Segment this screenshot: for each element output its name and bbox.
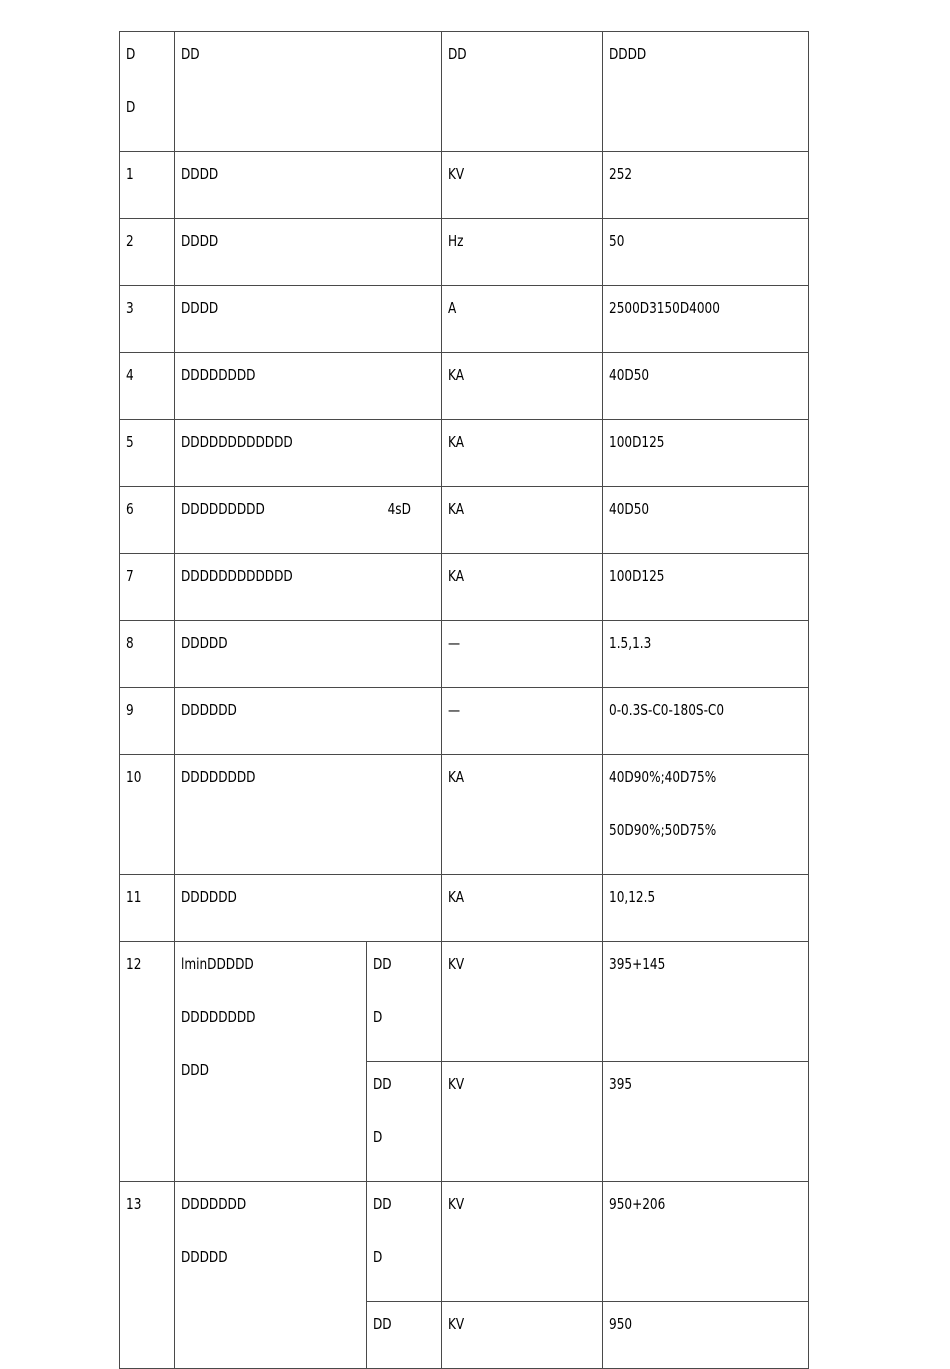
row-unit-cell xyxy=(442,875,603,942)
row-value: 1.5,1.3 xyxy=(609,634,652,652)
row-param-cell xyxy=(175,554,442,621)
row-number: 8 xyxy=(126,634,134,652)
header-unit-cell xyxy=(442,32,603,152)
row-sub-line2: D xyxy=(373,1128,383,1146)
row-param: DDDDDDDD xyxy=(181,768,256,786)
row-param: DDDDDDDDDDDD xyxy=(181,433,293,451)
row-param-cell xyxy=(175,286,442,353)
row-unit: — xyxy=(448,634,461,652)
header-param: DD xyxy=(181,45,200,63)
row-number: 9 xyxy=(126,701,134,719)
row-value-line1: 40D90%;40D75% xyxy=(609,768,717,786)
row-number-cell xyxy=(120,554,175,621)
table-row xyxy=(120,875,809,942)
row-value: 950 xyxy=(609,1315,633,1333)
row-value: 50 xyxy=(609,232,625,250)
row-param: DDDDDDDD xyxy=(181,366,256,384)
row-number-cell xyxy=(120,755,175,875)
header-value: DDDD xyxy=(609,45,647,63)
row-unit: KV xyxy=(448,1315,465,1333)
table-row xyxy=(120,487,809,554)
row-value-cell xyxy=(603,1182,809,1302)
table-row xyxy=(120,755,809,875)
row-unit-cell xyxy=(442,621,603,688)
row-sub-line1: DD xyxy=(373,1195,392,1213)
row-unit-cell xyxy=(442,420,603,487)
row-number-cell xyxy=(120,152,175,219)
table-row xyxy=(120,152,809,219)
row-value-cell xyxy=(603,152,809,219)
row-number-cell xyxy=(120,286,175,353)
row-unit-cell xyxy=(442,554,603,621)
row-value-cell xyxy=(603,688,809,755)
table-row xyxy=(120,353,809,420)
row-sub-cell xyxy=(367,1302,442,1369)
row-param-line2: DDDDDDDD xyxy=(181,1008,256,1026)
row-sub-line1: DD xyxy=(373,1075,392,1093)
row-value-cell xyxy=(603,621,809,688)
row-value-cell xyxy=(603,942,809,1062)
row-value-cell xyxy=(603,286,809,353)
row-number: 4 xyxy=(126,366,134,384)
row-param: DDDDDDDDD xyxy=(181,500,265,518)
header-seq-line1: D xyxy=(126,45,136,63)
row-param-cell xyxy=(175,875,442,942)
table-row xyxy=(120,554,809,621)
row-param: DDDD xyxy=(181,165,219,183)
table-row xyxy=(120,420,809,487)
table-row xyxy=(120,1182,809,1302)
row-number-cell xyxy=(120,942,175,1182)
row-unit-cell xyxy=(442,152,603,219)
table-row xyxy=(120,286,809,353)
row-number: 2 xyxy=(126,232,134,250)
row-value-cell xyxy=(603,219,809,286)
parameter-table xyxy=(119,31,809,1369)
row-sub-line1: DD xyxy=(373,955,392,973)
row-param-cell xyxy=(175,688,442,755)
row-unit: A xyxy=(448,299,457,317)
table-row xyxy=(120,621,809,688)
row-unit: KV xyxy=(448,1195,465,1213)
row-number: 5 xyxy=(126,433,134,451)
row-param: DDDDDDDDDDDD xyxy=(181,567,293,585)
row-number: 7 xyxy=(126,567,134,585)
table-header-row xyxy=(120,32,809,152)
row-number: 13 xyxy=(126,1195,142,1213)
row-number: 6 xyxy=(126,500,134,518)
row-number-cell xyxy=(120,688,175,755)
row-sub-cell xyxy=(367,1182,442,1302)
row-param-cell xyxy=(175,755,442,875)
row-number: 1 xyxy=(126,165,134,183)
row-value-cell xyxy=(603,875,809,942)
row-number-cell xyxy=(120,621,175,688)
table-row xyxy=(120,219,809,286)
header-seq-line2: D xyxy=(126,98,136,116)
table-row xyxy=(120,688,809,755)
row-number-cell xyxy=(120,353,175,420)
row-sub-cell xyxy=(367,942,442,1062)
row-number: 10 xyxy=(126,768,142,786)
row-unit-cell xyxy=(442,755,603,875)
row-number: 3 xyxy=(126,299,134,317)
row-value-cell xyxy=(603,487,809,554)
row-unit: KV xyxy=(448,165,465,183)
row-sub-cell xyxy=(367,1062,442,1182)
row-unit-cell xyxy=(442,688,603,755)
row-number-cell xyxy=(120,219,175,286)
row-unit-cell xyxy=(442,1182,603,1302)
row-value: 100D125 xyxy=(609,433,665,451)
row-value: 40D50 xyxy=(609,500,650,518)
row-param-cell xyxy=(175,420,442,487)
row-unit-cell xyxy=(442,487,603,554)
row-sub-line2: D xyxy=(373,1248,383,1266)
row-param: DDDD xyxy=(181,232,219,250)
row-param-line1: DDDDDDD xyxy=(181,1195,247,1213)
header-unit: DD xyxy=(448,45,467,63)
row-param-cell xyxy=(175,219,442,286)
row-param-line1: lminDDDDD xyxy=(181,955,254,973)
row-number: 11 xyxy=(126,888,142,906)
row-unit-cell xyxy=(442,286,603,353)
row-value-cell xyxy=(603,755,809,875)
row-unit-cell xyxy=(442,353,603,420)
row-param: DDDD xyxy=(181,299,219,317)
row-unit-cell xyxy=(442,219,603,286)
row-number-cell xyxy=(120,487,175,554)
row-value: 395+145 xyxy=(609,955,666,973)
row-value: 40D50 xyxy=(609,366,650,384)
row-unit: KA xyxy=(448,888,464,906)
row-value: 10,12.5 xyxy=(609,888,656,906)
table-row xyxy=(120,942,809,1062)
row-param-line3: DDD xyxy=(181,1061,209,1079)
row-param-line2: DDDDD xyxy=(181,1248,228,1266)
row-unit-cell xyxy=(442,942,603,1062)
row-unit: KA xyxy=(448,567,464,585)
row-value: 252 xyxy=(609,165,633,183)
header-value-cell xyxy=(603,32,809,152)
row-value: 0-0.3S-C0-180S-C0 xyxy=(609,701,725,719)
row-unit-cell xyxy=(442,1062,603,1182)
row-unit: Hz xyxy=(448,232,464,250)
row-unit: KA xyxy=(448,768,464,786)
row-value-cell xyxy=(603,1062,809,1182)
row-param-cell xyxy=(175,487,442,554)
row-unit-cell xyxy=(442,1302,603,1369)
row-value: 100D125 xyxy=(609,567,665,585)
row-unit: KA xyxy=(448,500,464,518)
row-sub: DD xyxy=(373,1315,392,1333)
row-sub-line2: D xyxy=(373,1008,383,1026)
row-value-cell xyxy=(603,554,809,621)
row-param: DDDDDD xyxy=(181,701,237,719)
row-unit: KA xyxy=(448,433,464,451)
row-unit: KA xyxy=(448,366,464,384)
row-param-cell xyxy=(175,353,442,420)
row-param-cell xyxy=(175,152,442,219)
row-value: 395 xyxy=(609,1075,633,1093)
row-unit: KV xyxy=(448,1075,465,1093)
row-value: 950+206 xyxy=(609,1195,666,1213)
row-param-cell xyxy=(175,1182,367,1369)
row-number-cell xyxy=(120,875,175,942)
row-param: DDDDDD xyxy=(181,888,237,906)
row-unit: KV xyxy=(448,955,465,973)
row-value-line2: 50D90%;50D75% xyxy=(609,821,717,839)
row-param-cell xyxy=(175,942,367,1182)
row-number-cell xyxy=(120,420,175,487)
row-value-cell xyxy=(603,353,809,420)
row-number: 12 xyxy=(126,955,142,973)
row-param-note: 4sD xyxy=(387,500,411,518)
row-param: DDDDD xyxy=(181,634,228,652)
header-param-cell xyxy=(175,32,442,152)
row-value-cell xyxy=(603,1302,809,1369)
row-value-cell xyxy=(603,420,809,487)
row-number-cell xyxy=(120,1182,175,1369)
row-param-cell xyxy=(175,621,442,688)
header-seq-cell xyxy=(120,32,175,152)
row-unit: — xyxy=(448,701,461,719)
row-value: 2500D3150D4000 xyxy=(609,299,720,317)
